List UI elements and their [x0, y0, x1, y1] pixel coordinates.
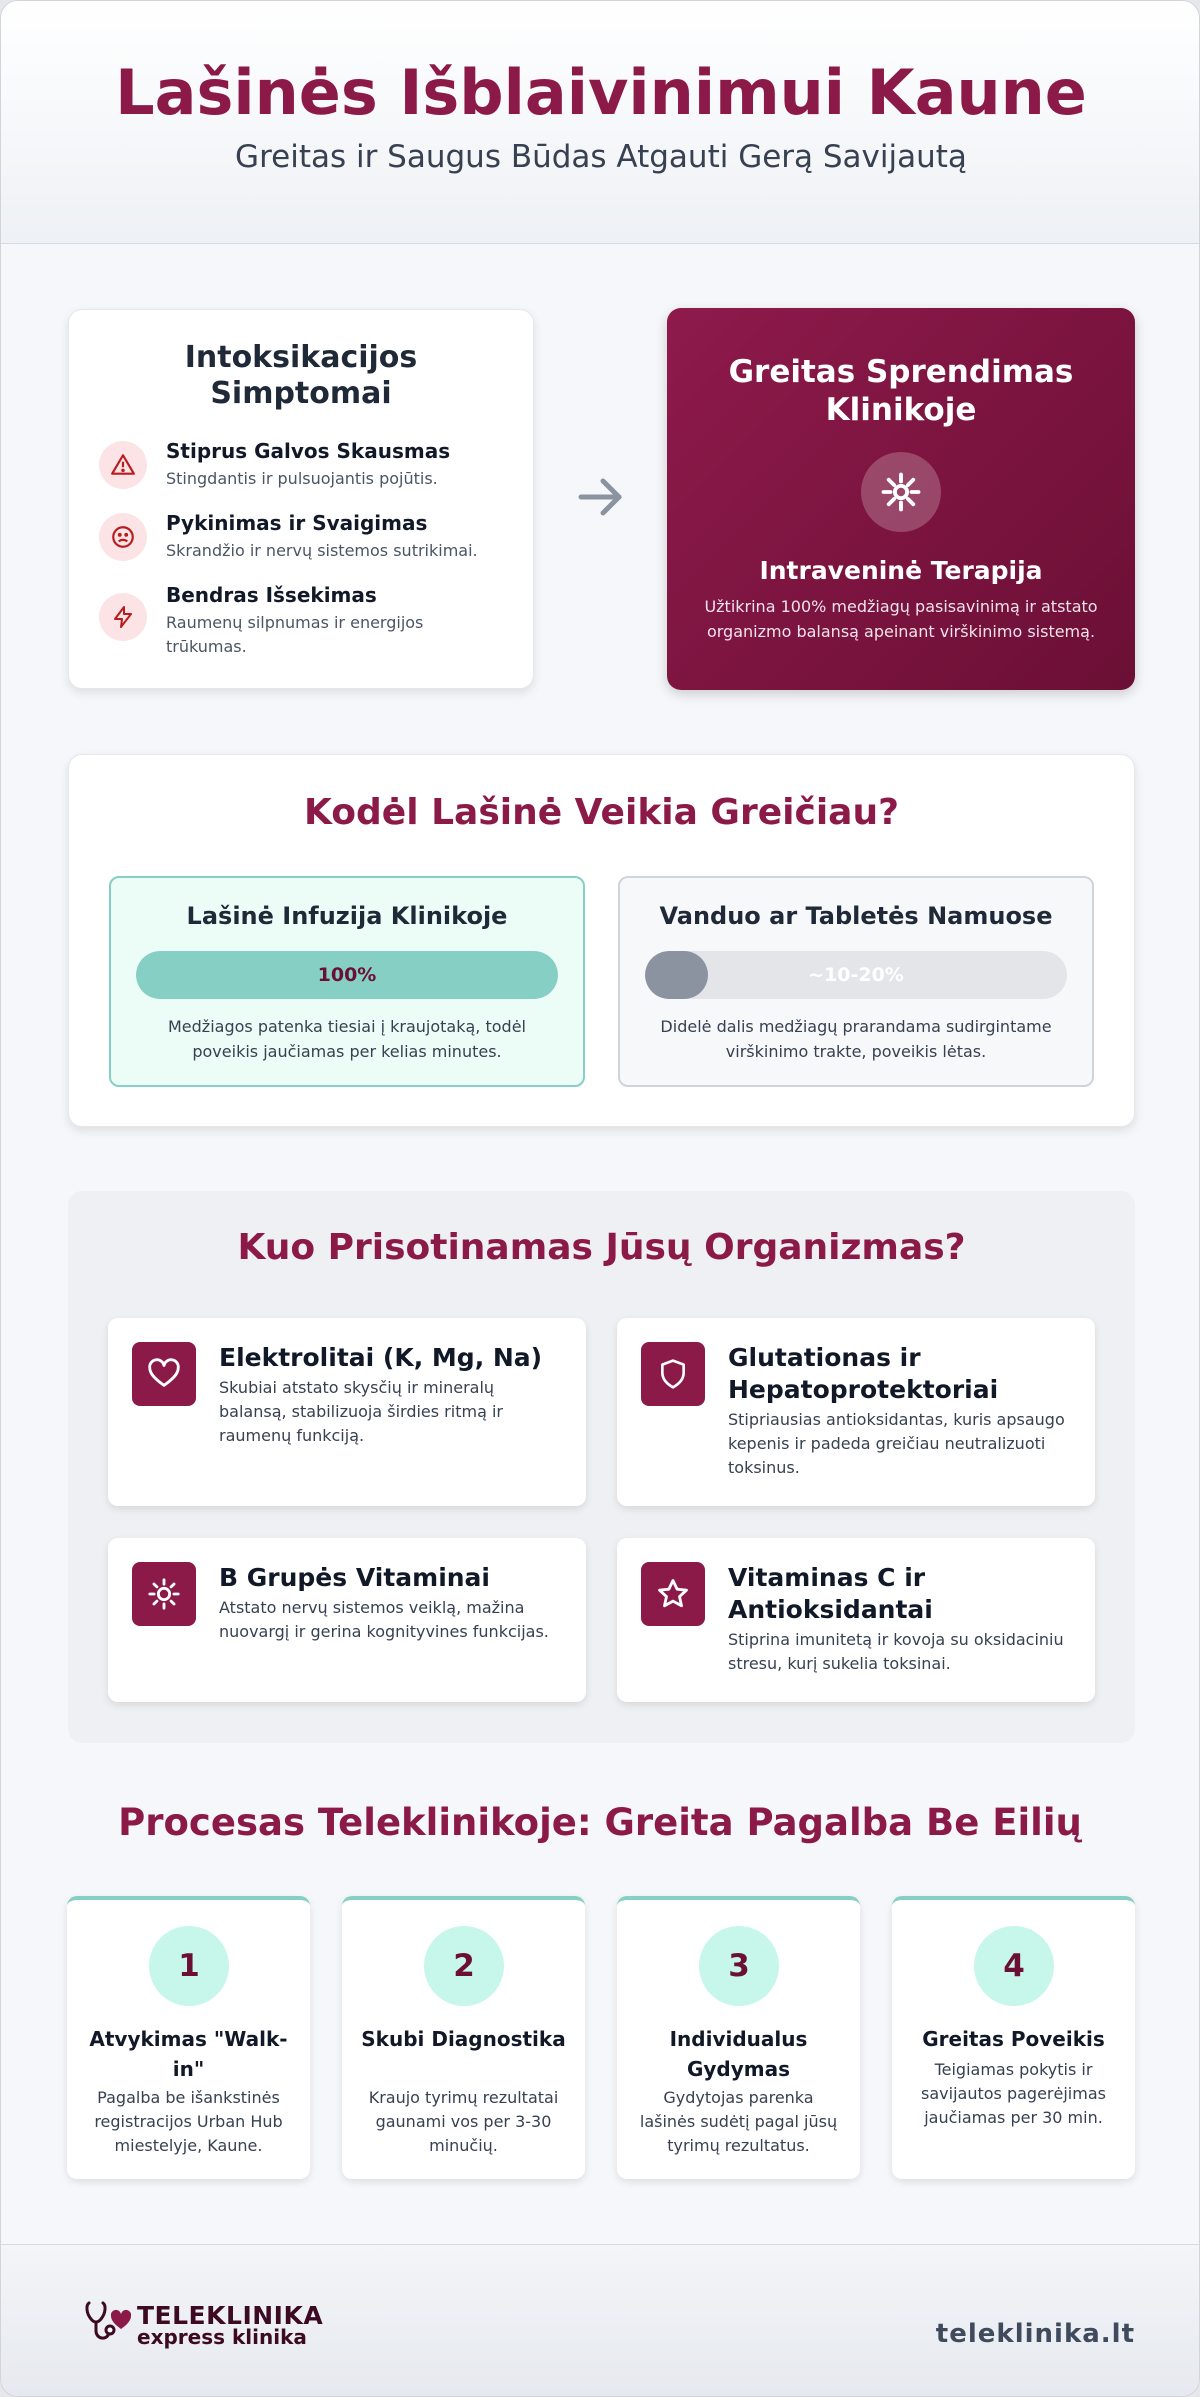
- warning-triangle-icon: [99, 441, 147, 489]
- iv-comparison-title: Lašinė Infuzija Klinikoje: [186, 902, 508, 930]
- step-title: Atvykimas "Walk-in": [89, 2027, 288, 2081]
- star-icon: [641, 1562, 705, 1626]
- logo-wordmark: TELEKLINIKA: [137, 2301, 324, 2330]
- nutrient-card: [617, 1538, 1095, 1702]
- nutrient-title: Glutationas ir Hepatoprotektoriai: [728, 1343, 999, 1404]
- step-title: Greitas Poveikis: [922, 2027, 1105, 2051]
- logo-tagline: express klinika: [137, 2325, 307, 2349]
- solution-card: [667, 308, 1135, 690]
- symptom-title: Bendras Išsekimas: [166, 583, 377, 607]
- step-desc: Teigiamas pokytis ir savijautos pagerėjimas jaučiamas per 30 min.: [921, 2060, 1106, 2127]
- step-desc: Kraujo tyrimų rezultatai gaunami vos per 3-30 minučių.: [368, 2088, 559, 2155]
- symptom-desc: Stingdantis ir pulsuojantis pojūtis.: [166, 469, 438, 488]
- teleklinika-logo[interactable]: [83, 2297, 343, 2347]
- absorption-bar: [645, 951, 1067, 999]
- oral-comparison-desc: Didelė dalis medžiagų prarandama sudirgintame virškinimo trakte, poveikis lėtas.: [660, 1017, 1052, 1061]
- stethoscope-heart-icon: [83, 2299, 137, 2347]
- nutrients-title: Kuo Prisotinamas Jūsų Organizmas?: [237, 1227, 966, 1268]
- nutrient-desc: Atstato nervų sistemos veiklą, mažina nuovargį ir gerina kognityvines funkcijas.: [219, 1598, 549, 1641]
- iv-comparison-box: [109, 876, 585, 1087]
- nutrient-desc: Skubiai atstato skysčių ir mineralų balansą, stabilizuoja širdies ritmą ir raumenų funkciją.: [219, 1378, 503, 1445]
- iv-comparison-desc: Medžiagos patenka tiesiai į kraujotaką, todėl poveikis jaučiamas per kelias minutes.: [168, 1017, 526, 1061]
- comparison-card: [68, 754, 1135, 1127]
- symptom-desc: Skrandžio ir nervų sistemos sutrikimai.: [166, 541, 478, 560]
- process-step-card: [342, 1896, 585, 2179]
- solution-title: Greitas Sprendimas Klinikoje: [728, 354, 1074, 428]
- step-number: 1: [149, 1926, 229, 2006]
- step-number: 4: [974, 1926, 1054, 2006]
- nutrient-title: Elektrolitai (K, Mg, Na): [219, 1343, 543, 1372]
- nutrient-title: B Grupės Vitaminai: [219, 1563, 490, 1592]
- step-desc: Pagalba be išankstinės registracijos Urban Hub miestelyje, Kaune.: [94, 2088, 283, 2155]
- lightning-icon: [99, 593, 147, 641]
- nutrient-card: [617, 1318, 1095, 1506]
- nutrient-title: Vitaminas C ir Antioksidantai: [728, 1563, 933, 1624]
- website-link[interactable]: teleklinika.lt: [935, 2319, 1135, 2349]
- nutrients-section: [68, 1191, 1135, 1743]
- page-subtitle: Greitas ir Saugus Būdas Atgauti Gerą Savijautą: [235, 139, 967, 175]
- symptom-desc: Raumenų silpnumas ir energijos trūkumas.: [166, 613, 424, 656]
- heart-icon: [132, 1342, 196, 1406]
- step-number: 3: [699, 1926, 779, 2006]
- symptom-title: Pykinimas ir Svaigimas: [166, 511, 428, 535]
- sad-face-icon: [99, 513, 147, 561]
- symptoms-card: [68, 309, 534, 689]
- iv-drip-icon: [861, 452, 941, 532]
- nutrient-card: [108, 1538, 586, 1702]
- oral-comparison-title: Vanduo ar Tabletės Namuose: [659, 902, 1053, 930]
- absorption-bar-label: 100%: [317, 964, 377, 986]
- header: [1, 1, 1200, 244]
- process-step-card: [892, 1896, 1135, 2179]
- symptom-title: Stiprus Galvos Skausmas: [166, 439, 451, 463]
- solution-desc: Užtikrina 100% medžiagų pasisavinimą ir atstato organizmo balansą apeinant virškinimo sistemą.: [704, 597, 1098, 641]
- step-title: Individualus Gydymas: [669, 2027, 808, 2081]
- nutrient-card: [108, 1318, 586, 1506]
- arrow-right-icon: [575, 471, 627, 527]
- symptoms-title: Intoksikacijos Simptomai: [184, 340, 418, 411]
- comparison-title: Kodėl Lašinė Veikia Greičiau?: [304, 792, 899, 833]
- process-title: Procesas Teleklinikoje: Greita Pagalba Be Eilių: [118, 1801, 1082, 1844]
- nutrient-desc: Stiprina imunitetą ir kovoja su oksidaciniu stresu, kurį sukelia toksinai.: [728, 1630, 1064, 1673]
- process-step-card: [617, 1896, 860, 2179]
- page-title: Lašinės Išblaivinimui Kaune: [115, 56, 1087, 129]
- step-title: Skubi Diagnostika: [361, 2027, 566, 2051]
- absorption-bar: [136, 951, 558, 999]
- process-step-card: [67, 1896, 310, 2179]
- sun-icon: [132, 1562, 196, 1626]
- nutrient-desc: Stipriausias antioksidantas, kuris apsaugo kepenis ir padeda greičiau neutralizuoti toksinus.: [728, 1410, 1065, 1477]
- oral-comparison-box: [618, 876, 1094, 1087]
- shield-icon: [641, 1342, 705, 1406]
- solution-subtitle: Intraveninė Terapija: [759, 556, 1043, 585]
- absorption-bar-label: ~10-20%: [808, 964, 904, 986]
- step-number: 2: [424, 1926, 504, 2006]
- step-desc: Gydytojas parenka lašinės sudėtį pagal jūsų tyrimų rezultatus.: [639, 2088, 838, 2155]
- footer: [1, 2244, 1200, 2397]
